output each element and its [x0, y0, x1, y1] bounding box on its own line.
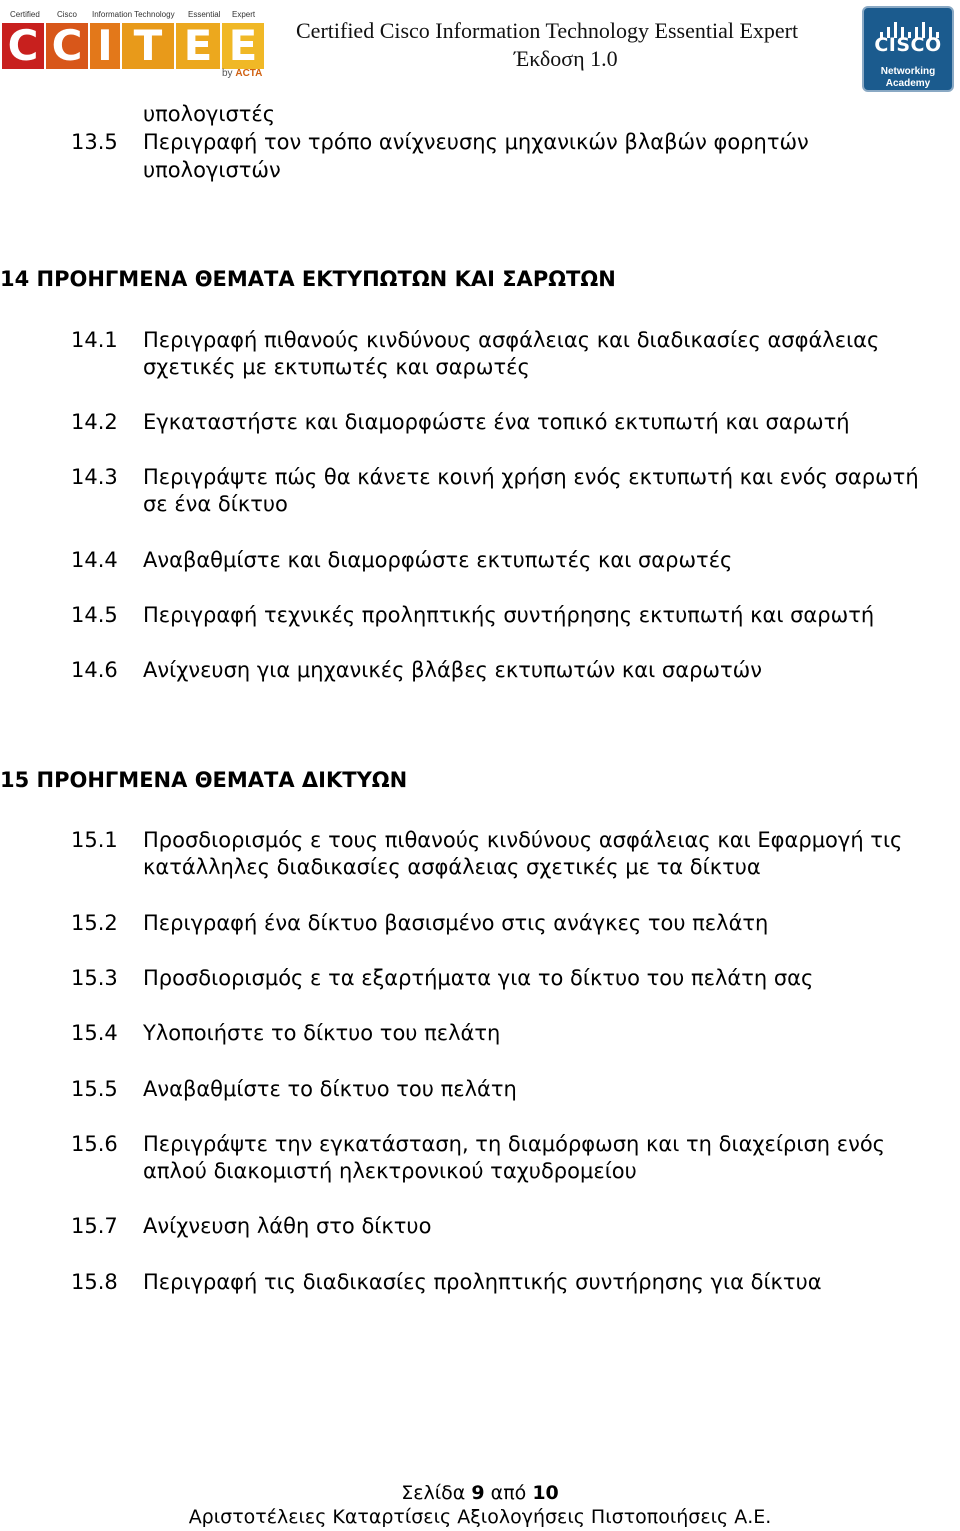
item-number: 15.5: [71, 1077, 118, 1101]
item-text: Περιγραφή τεχνικές προληπτικής συντήρησης εκτυπωτή και σαρωτή: [143, 603, 875, 627]
item-text: Περιγραφή τον τρόπο ανίχνευσης μηχανικών βλαβών φορητών: [143, 130, 809, 154]
item-text: Περιγράψτε την εγκατάσταση, τη διαμόρφωση και τη διαχείριση ενός: [143, 1132, 886, 1156]
item-number: 15.7: [71, 1214, 118, 1238]
item-text: Υλοποιήστε το δίκτυο του πελάτη: [143, 1021, 501, 1045]
item-number: 15.4: [71, 1021, 118, 1045]
item-text: Ανίχνευση λάθη στο δίκτυο: [143, 1214, 432, 1238]
section-heading-15: 15 ΠΡΟΗΓΜΕΝΑ ΘΕΜΑΤΑ ΔΙΚΤΥΩΝ: [0, 768, 408, 792]
logo-letter-e2: E: [222, 23, 264, 69]
logo-label-essential: Essential: [188, 10, 221, 19]
item-number: 14.4: [71, 548, 118, 572]
item-text: απλού διακομιστή ηλεκτρονικού ταχυδρομείου: [143, 1159, 637, 1183]
logo-label-cisco: Cisco: [57, 10, 78, 19]
item-text: υπολογιστών: [143, 158, 281, 182]
item-text: Περιγραφή πιθανούς κινδύνους ασφάλειας και διαδικασίες ασφάλειας: [143, 328, 880, 352]
page-current: 9: [471, 1482, 485, 1504]
item-number: 15.3: [71, 966, 118, 990]
logo-letter-c2: C: [46, 23, 88, 69]
header-title: Certified Cisco Information Technology Essential Expert: [296, 18, 799, 43]
logo-label-certified: Certified: [10, 10, 40, 19]
item-text: κατάλληλες διαδικασίες ασφάλειας σχετικές με τα δίκτυα: [143, 855, 761, 879]
footer-company: Αριστοτέλειες Καταρτίσεις Αξιολογήσεις Πιστοποιήσεις Α.Ε.: [188, 1506, 772, 1528]
item-text: Περιγράψτε πώς θα κάνετε κοινή χρήση ενός εκτυπωτή και ενός σαρωτή: [143, 465, 919, 489]
logo-letter-t: T: [122, 23, 174, 69]
cisco-sub-line2: Academy: [885, 78, 931, 89]
page-total: 10: [532, 1482, 559, 1504]
logo-letters: [2, 23, 266, 69]
item-number: 15.2: [71, 911, 118, 935]
item-text: Αναβαθμίστε το δίκτυο του πελάτη: [143, 1077, 517, 1101]
item-number: 14.2: [71, 410, 118, 434]
page-prefix: Σελίδα: [401, 1482, 466, 1504]
logo-label-expert: Expert: [232, 10, 256, 19]
header-edition: Έκδοση 1.0: [514, 46, 618, 71]
item-text: σχετικές με εκτυπωτές και σαρωτές: [143, 355, 530, 379]
item-number: 14.6: [71, 658, 118, 682]
cisco-sub-line1: Networking: [880, 66, 936, 77]
logo-letter-e1: E: [176, 23, 220, 69]
item-text: Προσδιορισμός ε τους πιθανούς κινδύνους ασφάλειας και Εφαρμογή τις: [143, 828, 903, 852]
page-of: από: [490, 1482, 527, 1504]
logo-by-name: ACTA: [235, 68, 263, 79]
cisco-wordmark: CISCO: [874, 34, 942, 56]
item-text: Περιγραφή τις διαδικασίες προληπτικής συντήρησης για δίκτυα: [143, 1270, 822, 1294]
item-number: 14.3: [71, 465, 118, 489]
item-text: Αναβαθμίστε και διαμορφώστε εκτυπωτές και σαρωτές: [143, 548, 733, 572]
item-text: Προσδιορισμός ε τα εξαρτήματα για το δίκτυο του πελάτη σας: [143, 966, 814, 990]
logo-by-prefix: by: [222, 68, 233, 79]
cisco-subtitle: [864, 66, 952, 90]
logo-letter-i: I: [90, 23, 120, 69]
item-number: 14.5: [71, 603, 118, 627]
cisco-networking-academy-logo: [862, 6, 954, 92]
logo-label-it: Information Technology: [92, 10, 175, 19]
item-number: 14.1: [71, 328, 118, 352]
item-number: 15.8: [71, 1270, 118, 1294]
item-number: 13.5: [71, 130, 118, 154]
item-text: Ανίχνευση για μηχανικές βλάβες εκτυπωτών και σαρωτών: [143, 658, 762, 682]
item-text: Εγκαταστήστε και διαμορφώστε ένα τοπικό εκτυπωτή και σαρωτή: [143, 410, 850, 434]
logo-letter-c1: C: [2, 23, 44, 69]
item-number: 15.1: [71, 828, 118, 852]
page-number: [0, 1482, 960, 1504]
item-text: σε ένα δίκτυο: [143, 492, 288, 516]
item-number: 15.6: [71, 1132, 118, 1156]
logo-by-acta: [222, 68, 262, 79]
continuation-line: υπολογιστές: [143, 102, 276, 126]
citee-logo: [2, 10, 266, 80]
item-text: Περιγραφή ένα δίκτυο βασισμένο στις ανάγκες του πελάτη: [143, 911, 769, 935]
section-heading-14: 14 ΠΡΟΗΓΜΕΝΑ ΘΕΜΑΤΑ ΕΚΤΥΠΩΤΩΝ ΚΑΙ ΣΑΡΩΤΩΝ: [0, 267, 616, 291]
